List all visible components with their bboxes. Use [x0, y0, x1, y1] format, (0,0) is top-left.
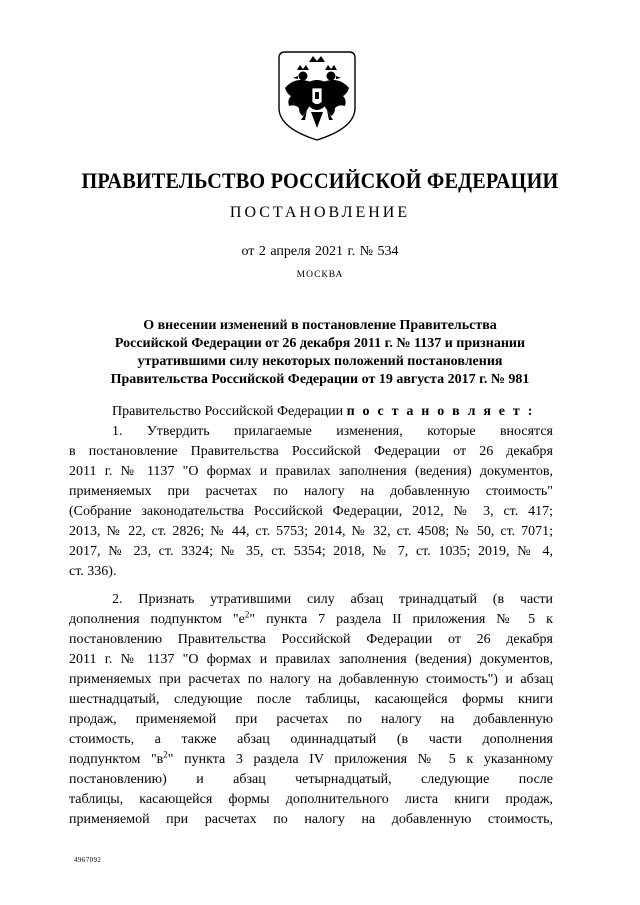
para1-line: (Собрание законодательства Российской Федерации, 2012, № 3, ст. 417; [69, 504, 553, 519]
para1-line: применяемых при расчетах по налогу на добавленную стоимость" [69, 484, 553, 499]
heading-line: О внесении изменений в постановление Правительства [143, 318, 497, 333]
para2-line: продаж, применяемой при расчетах по налогу на добавленную [69, 712, 553, 727]
document-issuer-title: ПРАВИТЕЛЬСТВО РОССИЙСКОЙ ФЕДЕРАЦИИ [81, 168, 559, 193]
heading-line: Правительства Российской Федерации от 19 августа 2017 г. № 981 [110, 372, 530, 387]
para2-line: применяемых при расчетах по налогу на добавленную стоимость") и абзац [69, 672, 553, 687]
superscript: 2 [244, 610, 250, 620]
para1-line: 2011 г. № 1137 "О формах и правилах заполнения (ведения) документов, [69, 464, 553, 479]
heading-line: утратившими силу некоторых положений постановления [137, 354, 503, 369]
document-body [69, 402, 553, 830]
para2-text: " пункта 7 раздела II приложения № 5 к [249, 612, 553, 627]
intro-prefix: Правительство Российской Федерации [112, 404, 347, 419]
superscript: 2 [163, 750, 168, 760]
para1-line: 2017, № 23, ст. 3324; № 35, ст. 5354; 2018, № 7, ст. 1035; 2019, № 4, [69, 544, 553, 559]
para2-line: таблицы, касающейся формы дополнительного листа книги продаж, [69, 792, 553, 807]
coat-of-arms-icon [273, 48, 361, 144]
para2-text: " пункта 3 раздела IV приложения № 5 к указанному [167, 752, 553, 767]
para2-line: 2. Признать утратившими силу абзац тринадцатый (в части [112, 592, 553, 607]
intro-verb: п о с т а н о в л я е т : [346, 404, 535, 419]
para2-line [69, 610, 553, 630]
para2-line [69, 750, 553, 770]
para2-line: шестнадцатый, следующие после таблицы, касающейся формы книги [69, 692, 553, 707]
document-date-number: от 2 апреля 2021 г. № 534 [241, 244, 399, 259]
document-city: МОСКВА [296, 270, 344, 280]
para2-line: постановлению) и абзац четырнадцатый, следующие после [69, 772, 553, 787]
para2-line: применяемой при расчетах по налогу на добавленную стоимость, [69, 812, 553, 827]
para1-line: ст. 336). [69, 564, 117, 579]
intro-line [69, 402, 553, 422]
document-type-title: ПОСТАНОВЛЕНИЕ [229, 204, 411, 221]
heading-line: Российской Федерации от 26 декабря 2011 г. № 1137 и признании [114, 336, 526, 351]
para1-line: в постановление Правительства Российской Федерации от 26 декабря [69, 444, 553, 459]
para1-line: 2013, № 22, ст. 2826; № 44, ст. 5753; 2014, № 32, ст. 4508; № 50, ст. 7071; [69, 524, 553, 539]
para2-line: стоимость, а также абзац одиннадцатый (в части дополнения [69, 732, 553, 747]
para2-line: постановлению Правительства Российской Федерации от 26 декабря [69, 632, 553, 647]
para2-text: подпунктом "в [69, 752, 164, 767]
document-heading [90, 317, 550, 389]
para2-text: дополнения подпунктом "е [69, 612, 245, 627]
document-code: 4967092 [74, 856, 102, 864]
para2-line: 2011 г. № 1137 "О формах и правилах заполнения (ведения) документов, [69, 652, 553, 667]
para1-line: 1. Утвердить прилагаемые изменения, которые вносятся [112, 424, 553, 439]
